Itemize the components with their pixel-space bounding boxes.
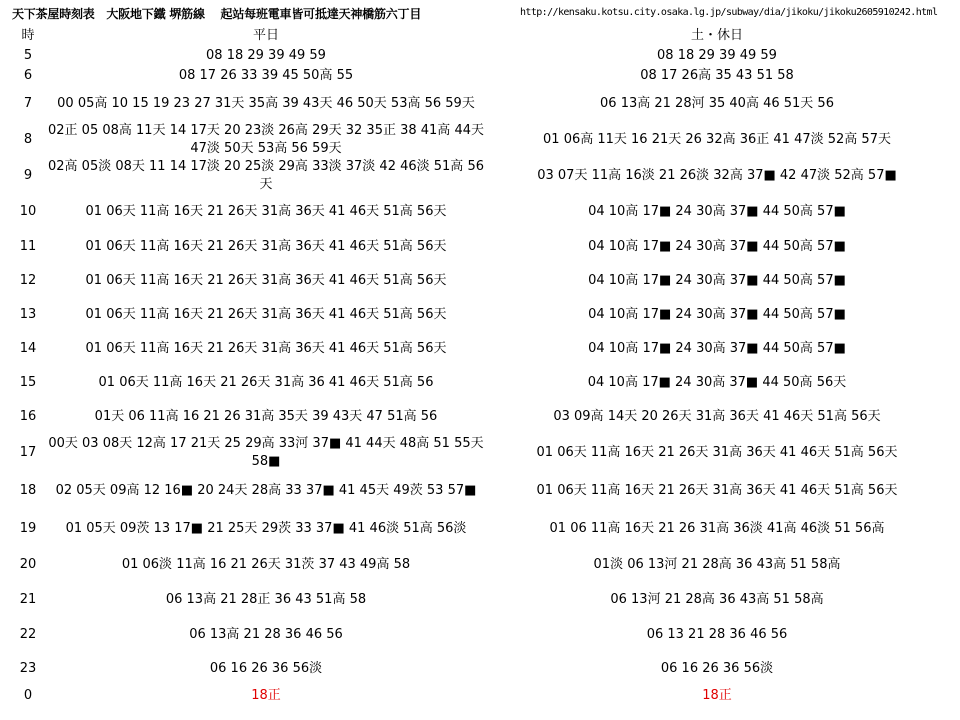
timetable-row [14,510,944,548]
holiday-departures: 01 06 11高 16天 21 26 31高 36淡 41高 46淡 51 56高 [549,521,885,536]
hour-cell: 18 [19,483,37,498]
weekday-departures: 18正 [251,688,281,703]
holiday-departures: 03 09高 14天 20 26天 31高 36天 41 46天 51高 56天 [553,409,881,424]
weekday-departures: 01 06天 11高 16天 21 26天 31高 36天 41 46天 51高 56天 [85,307,447,322]
timetable-row [14,86,944,122]
weekday-departures: 01 06天 11高 16天 21 26天 31高 36天 41 46天 51高 56天 [85,239,447,254]
weekday-departures: 00 05高 10 15 19 23 27 31天 35高 39 43天 46 50天 53高 56 59天 [57,96,475,111]
holiday-departures: 01淡 06 13河 21 28高 36 43高 51 58高 [593,557,841,572]
timetable-row [14,366,944,400]
hour-cell: 13 [19,307,37,322]
weekday-departures: 01 06天 11高 16天 21 26天 31高 36天 41 46天 51高 56天 [85,341,447,356]
hour-cell: 0 [23,688,33,703]
timetable-row [14,686,944,706]
weekday-departures: 00天 03 08天 12高 17 21天 25 29高 33河 37■ 41 44天 48高 51 55天 58■ [48,436,484,469]
timetable-row [14,264,944,298]
timetable-header-row [14,26,944,46]
timetable-row [14,400,944,434]
page-header [0,0,960,26]
holiday-departures: 18正 [702,688,732,703]
hour-cell: 5 [23,48,33,63]
weekday-departures: 08 18 29 39 49 59 [206,48,326,63]
weekday-departures: 01 05天 09茨 13 17■ 21 25天 29茨 33 37■ 41 46淡 51高 56淡 [65,521,467,536]
hour-column-header: 時 [21,28,35,43]
timetable-row [14,158,944,194]
weekday-departures: 01 06天 11高 16天 21 26天 31高 36 41 46天 51高 56 [98,375,434,390]
holiday-departures: 08 18 29 39 49 59 [657,48,777,63]
weekday-departures: 02高 05淡 08天 11 14 17淡 20 25淡 29高 33淡 37淡 42 46淡 51高 56天 [48,159,484,192]
holiday-departures: 06 13 21 28 36 46 56 [646,627,788,642]
holiday-departures: 06 13河 21 28高 36 43高 51 58高 [610,592,824,607]
holiday-departures: 04 10高 17■ 24 30高 37■ 44 50高 57■ [588,239,846,254]
holiday-departures: 04 10高 17■ 24 30高 37■ 44 50高 57■ [588,204,846,219]
holiday-departures: 01 06高 11天 16 21天 26 32高 36正 41 47淡 52高 57天 [543,132,891,147]
hour-cell: 10 [19,204,37,219]
weekday-departures: 01 06天 11高 16天 21 26天 31高 36天 41 46天 51高 56天 [85,273,447,288]
weekday-departures: 08 17 26 33 39 45 50高 55 [178,68,354,83]
timetable-row [14,618,944,652]
hour-cell: 9 [23,168,33,183]
weekday-departures: 06 16 26 36 56淡 [209,661,323,676]
timetable-row [14,332,944,366]
timetable-row [14,548,944,582]
holiday-departures: 06 13高 21 28河 35 40高 46 51天 56 [600,96,834,111]
hour-cell: 22 [19,627,37,642]
hour-cell: 17 [19,445,37,460]
weekday-departures: 02 05天 09高 12 16■ 20 24天 28高 33 37■ 41 45天 49茨 53 57■ [55,483,477,498]
holiday-departures: 08 17 26高 35 43 51 58 [640,68,794,83]
hour-cell: 7 [23,96,33,111]
timetable-row [14,66,944,86]
hour-cell: 6 [23,68,33,83]
timetable-row [14,230,944,264]
holiday-departures: 06 16 26 36 56淡 [660,661,774,676]
weekday-column-header: 平日 [252,28,279,43]
timetable-row [14,298,944,332]
hour-cell: 23 [19,661,37,676]
weekday-departures: 06 13高 21 28 36 46 56 [189,627,343,642]
page-url: http://kensaku.kotsu.city.osaka.lg.jp/subway/dia/jikoku/jikoku2605910242.html [520,7,938,18]
hour-cell: 11 [19,239,37,254]
holiday-departures: 04 10高 17■ 24 30高 37■ 44 50高 56天 [587,375,847,390]
hour-cell: 8 [23,132,33,147]
timetable-row [14,194,944,230]
timetable-row [14,46,944,66]
timetable-row [14,652,944,686]
weekday-departures: 02正 05 08高 11天 14 17天 20 23淡 26高 29天 32 35正 38 41高 44天 47淡 50天 53高 56 59天 [48,123,484,156]
hour-cell: 19 [19,521,37,536]
holiday-departures: 01 06天 11高 16天 21 26天 31高 36天 41 46天 51高 56天 [536,483,898,498]
holiday-departures: 01 06天 11高 16天 21 26天 31高 36天 41 46天 51高 56天 [536,445,898,460]
timetable-row [14,122,944,158]
holiday-departures: 04 10高 17■ 24 30高 37■ 44 50高 57■ [588,341,846,356]
page-title: 天下茶屋時刻表 大阪地下鐵 堺筋線 起站每班電車皆可抵達天神橋筋六丁目 [12,7,422,21]
holiday-departures: 04 10高 17■ 24 30高 37■ 44 50高 57■ [588,307,846,322]
weekday-departures: 01 06天 11高 16天 21 26天 31高 36天 41 46天 51高 56天 [85,204,447,219]
hour-cell: 21 [19,592,37,607]
holiday-departures: 03 07天 11高 16淡 21 26淡 32高 37■ 42 47淡 52高 57■ [537,168,897,183]
timetable-row [14,582,944,618]
hour-cell: 14 [19,341,37,356]
hour-cell: 15 [19,375,37,390]
timetable-row [14,472,944,510]
hour-cell: 20 [19,557,37,572]
weekday-departures: 01天 06 11高 16 21 26 31高 35天 39 43天 47 51高 56 [94,409,438,424]
timetable [14,26,944,706]
weekday-departures: 06 13高 21 28正 36 43 51高 58 [165,592,367,607]
hour-cell: 12 [19,273,37,288]
timetable-row [14,434,944,472]
holiday-column-header: 土・休日 [690,28,743,43]
weekday-departures: 01 06淡 11高 16 21 26天 31茨 37 43 49高 58 [121,557,411,572]
hour-cell: 16 [19,409,37,424]
holiday-departures: 04 10高 17■ 24 30高 37■ 44 50高 57■ [588,273,846,288]
